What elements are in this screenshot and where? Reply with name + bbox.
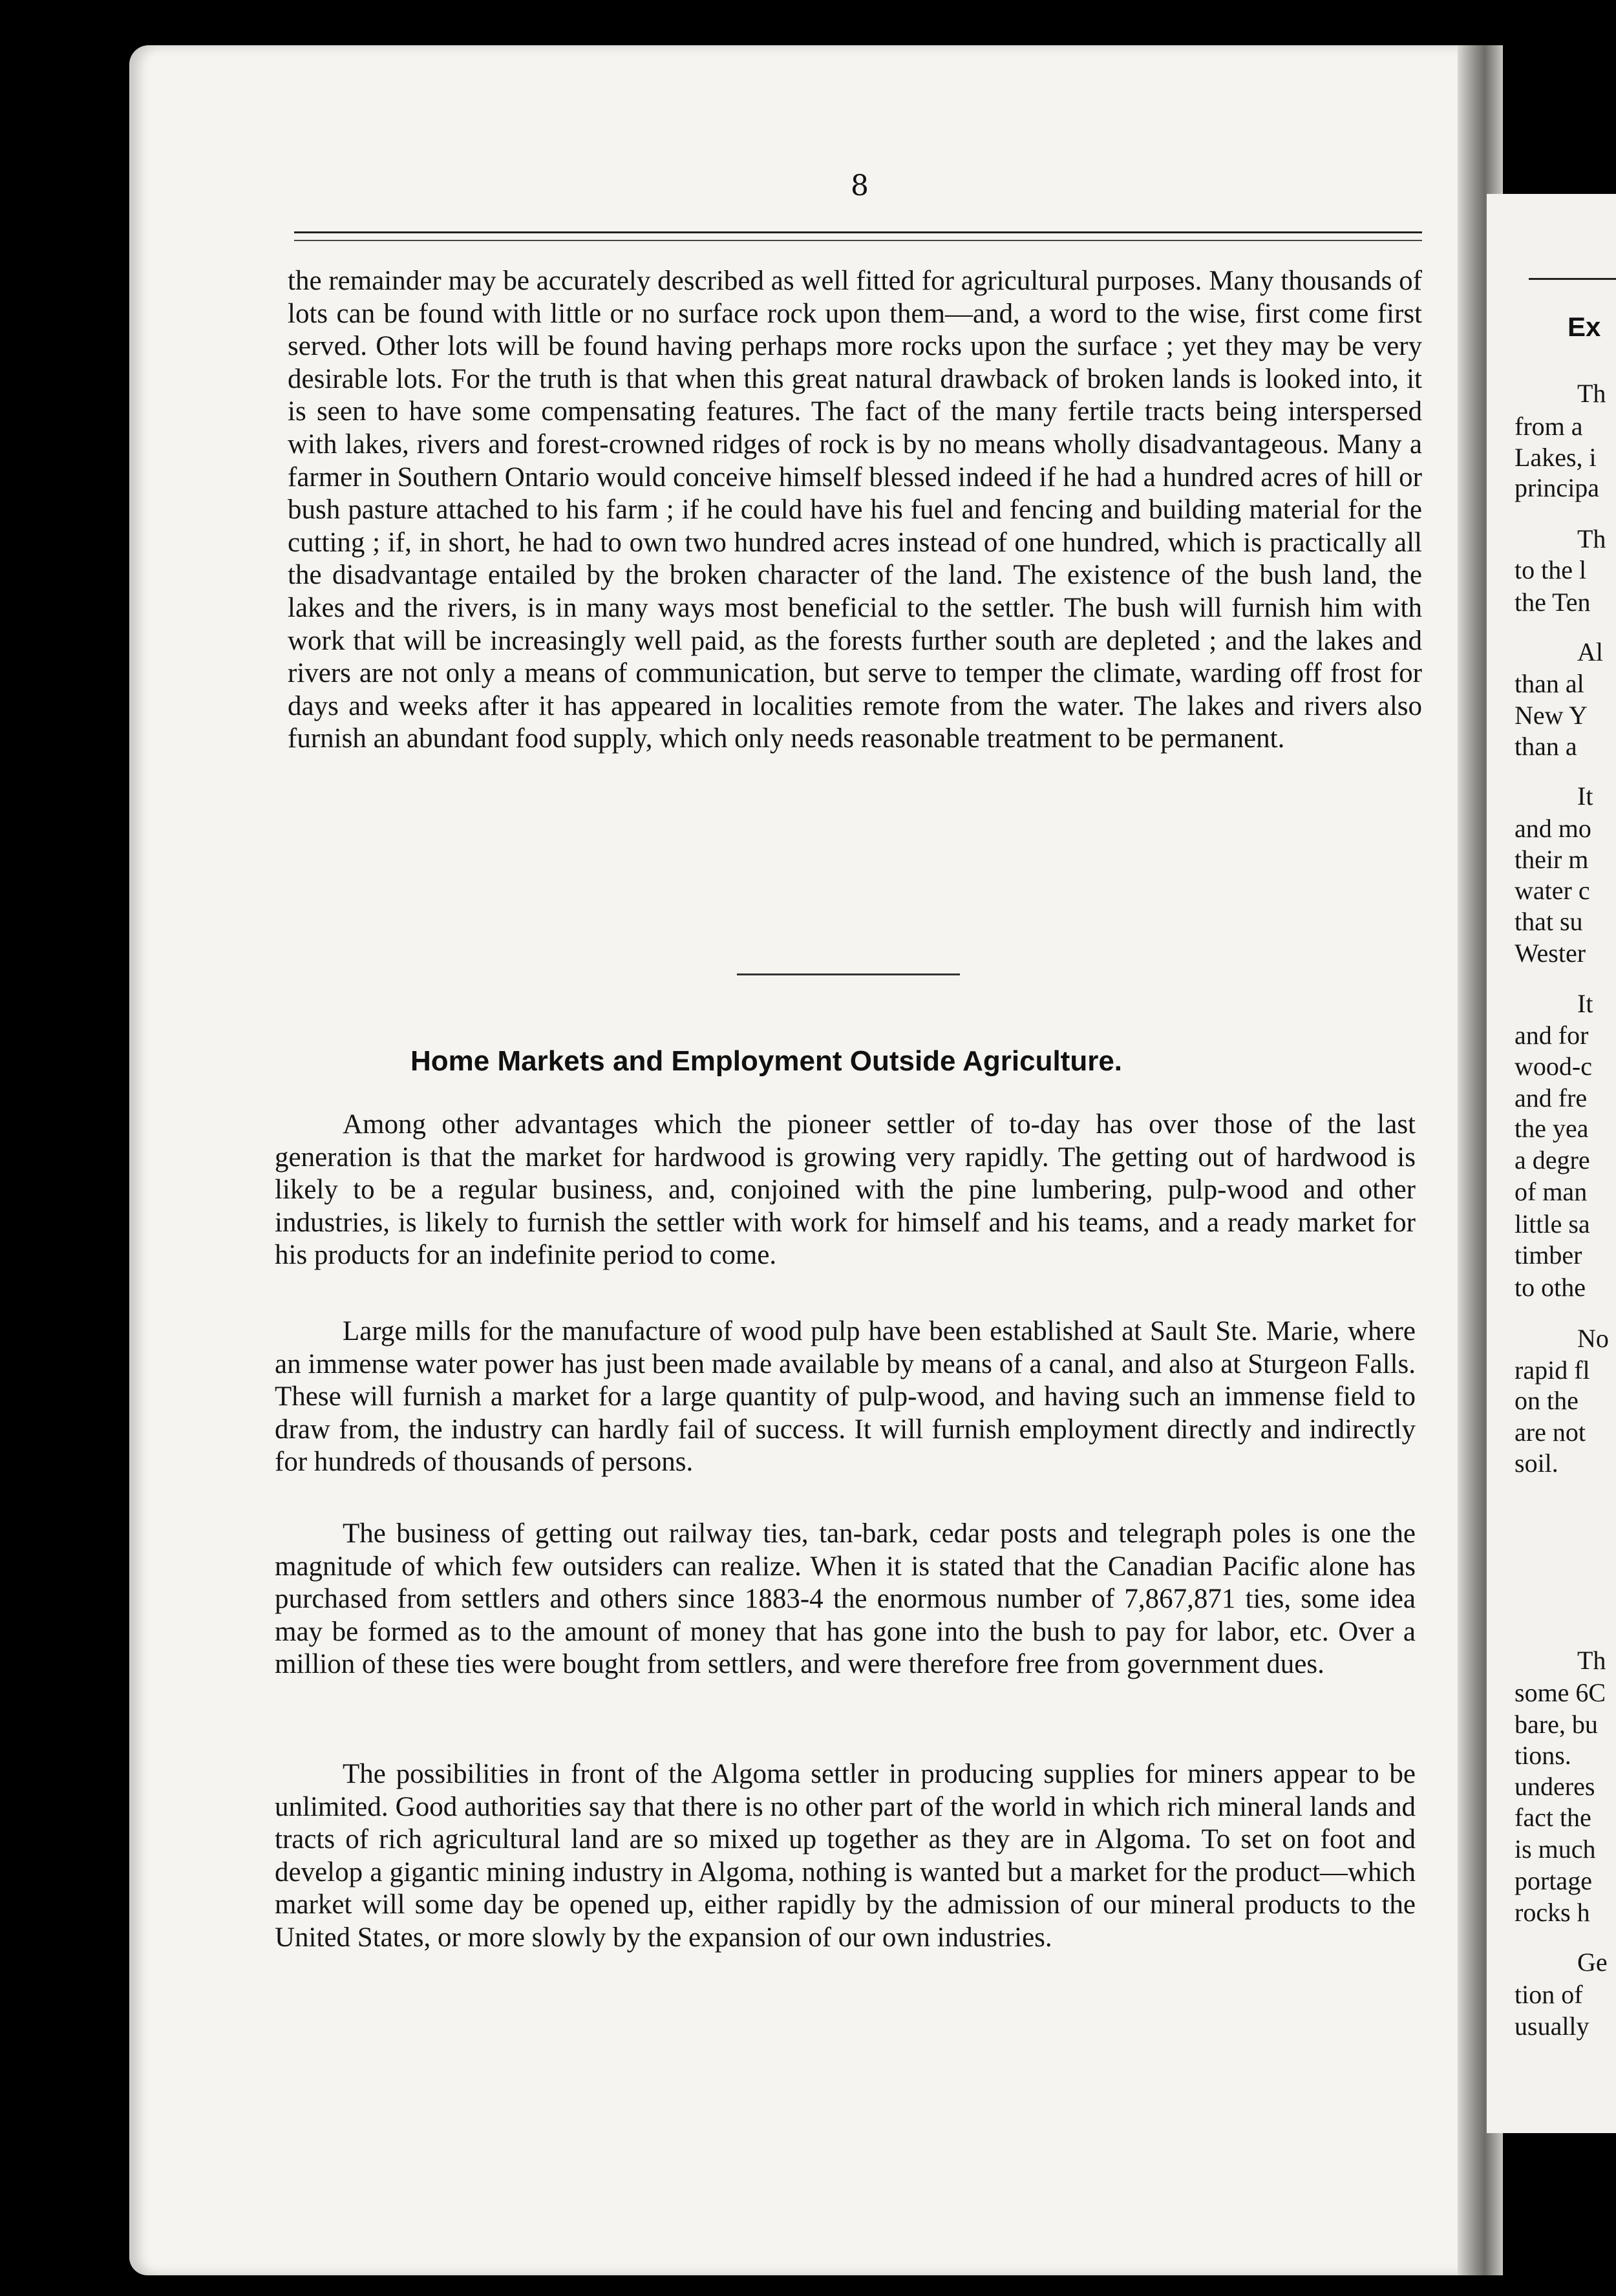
facing-page-line: tion of <box>1515 1980 1583 2009</box>
paragraph-hardwood-market: Among other advantages which the pioneer settler of to-day has over those of the last generation is that the market for hardwood is growing very rapidly. The getting out of hardwood is likely to be a regular business, and, conjoined with the pine lumbering, pulp-wood and other industries, is likely to furnish the settler with work for himself and his teams, and a ready market for his products for an indefinite period to come. <box>275 1109 1416 1271</box>
facing-page-line: It <box>1577 781 1593 811</box>
facing-page-line: the Ten <box>1515 588 1591 617</box>
facing-page-line: rocks h <box>1515 1898 1590 1927</box>
facing-page-line: fact the <box>1515 1803 1591 1832</box>
facing-page-line: No <box>1577 1324 1609 1353</box>
facing-page-line: usually <box>1515 2012 1589 2041</box>
page-number: 8 <box>851 169 869 202</box>
facing-page-line: tions. <box>1515 1741 1571 1770</box>
facing-page-line: to othe <box>1515 1273 1586 1302</box>
facing-page-line: Ge <box>1577 1948 1608 1977</box>
facing-page-line: are not <box>1515 1418 1586 1447</box>
facing-page-line: water c <box>1515 876 1590 905</box>
facing-page-line: on the <box>1515 1386 1579 1415</box>
header-rule-bottom <box>294 240 1422 241</box>
paragraph-agricultural-lands: the remainder may be accurately described as well fitted for agricultural purposes. Many thousands of lots can be found with little or no surface rock upon them—and, a word to the wise, first come first served. Other lots will be found having perhaps more rocks upon the surface ; yet they may be very desirable lots. For the truth is that when this great natural drawback of broken lands is looked into, it is seen to have some compensating features. The fact of the many fertile tracts being interspersed with lakes, rivers and forest-crowned ridges of rock is by no means wholly disadvantageous. Many a farmer in Southern Ontario would conceive himself blessed indeed if he had a hundred acres of hill or bush pasture attached to his farm ; if he could have his fuel and fencing and building material for the cutting ; if, in short, he had to own two hundred acres instead of one hundred, which is practically all the disadvantage entailed by the broken character of the land. The existence of the bush land, the lakes and the rivers, is in many ways most beneficial to the settler. The bush will furnish him with work that will be increasingly well paid, as the forests further south are depleted ; and the lakes and rivers are not only a means of communication, but serve to temper the climate, warding off frost for days and weeks after it has appeared in localities remote from the water. The lakes and rivers also furnish an abundant food supply, which only needs reasonable treatment to be permanent. <box>288 266 1422 754</box>
facing-page-line: timber <box>1515 1240 1582 1270</box>
facing-page-line: to the l <box>1515 555 1587 584</box>
facing-page-line: underes <box>1515 1772 1595 1801</box>
facing-page-line: Th <box>1577 379 1606 408</box>
facing-page-line: It <box>1577 989 1593 1018</box>
paragraph-mining-supplies: The possibilities in front of the Algoma settler in producing supplies for miners appear to be unlimited. Good authorities say that there is no other part of the world in which rich mineral lands and tracts of rich agricultural land are so mixed up together as they are in Algoma. To set on foot and develop a gigantic mining industry in Algoma, nothing is wanted but a market for the product—which market will some day be opened up, either rapidly by the admission of our mineral products to the United States, or more slowly by the expansion of our own industries. <box>275 1759 1416 1953</box>
facing-page-line: of man <box>1515 1177 1588 1206</box>
facing-page-heading: Ex <box>1568 312 1601 342</box>
facing-page-line: principa <box>1515 473 1600 502</box>
facing-page-line: bare, bu <box>1515 1710 1598 1739</box>
facing-page-line: Wester <box>1515 939 1586 968</box>
section-heading: Home Markets and Employment Outside Agriculture. <box>410 1045 1123 1077</box>
facing-page-line: a degre <box>1515 1145 1590 1175</box>
facing-page-rule <box>1529 278 1616 280</box>
facing-page-line: little sa <box>1515 1209 1590 1238</box>
facing-page-line: and mo <box>1515 814 1591 843</box>
facing-page-line: soil. <box>1515 1449 1558 1478</box>
facing-page-line: and for <box>1515 1021 1589 1050</box>
facing-page-line: the yea <box>1515 1114 1589 1143</box>
facing-page-line: some 6C <box>1515 1678 1606 1707</box>
facing-page-line: Th <box>1577 524 1606 553</box>
section-divider <box>737 973 960 975</box>
facing-page-line: wood-c <box>1515 1052 1592 1081</box>
header-rule-top <box>294 231 1422 233</box>
facing-page-line: rapid fl <box>1515 1355 1590 1385</box>
paragraph-railway-ties: The business of getting out railway ties, tan-bark, cedar posts and telegraph poles is one the magnitude of which few outsiders can realize. When it is stated that the Canadian Pacific alone has purchased from settlers and others since 1883-4 the enormous number of 7,867,871 ties, some idea may be formed as to the amount of money that has gone into the bush to pay for labor, etc. Over a million of these ties were bought from settlers, and were therefore free from government dues. <box>275 1518 1416 1680</box>
facing-page-line: Lakes, i <box>1515 443 1597 472</box>
facing-page-line: their m <box>1515 845 1589 874</box>
facing-page-line: and fre <box>1515 1083 1588 1112</box>
facing-page-line: portage <box>1515 1866 1592 1895</box>
facing-page-line: than a <box>1515 732 1577 761</box>
paragraph-pulp-mills: Large mills for the manufacture of wood pulp have been established at Sault Ste. Marie, where an immense water power has just been made available by means of a canal, and also at Sturgeon Falls. These will furnish a market for a large quantity of pulp-wood, and having such an immense field to draw from, the industry can hardly fail of success. It will furnish employment directly and indirectly for hundreds of thousands of persons. <box>275 1316 1416 1478</box>
facing-page-line: is much <box>1515 1834 1596 1864</box>
facing-page-line: than al <box>1515 669 1584 698</box>
facing-page-line: Th <box>1577 1646 1606 1675</box>
facing-page-line: from a <box>1515 412 1583 441</box>
facing-page-line: that su <box>1515 907 1583 936</box>
facing-page-line: New Y <box>1515 701 1588 730</box>
facing-page-line: Al <box>1577 637 1603 666</box>
